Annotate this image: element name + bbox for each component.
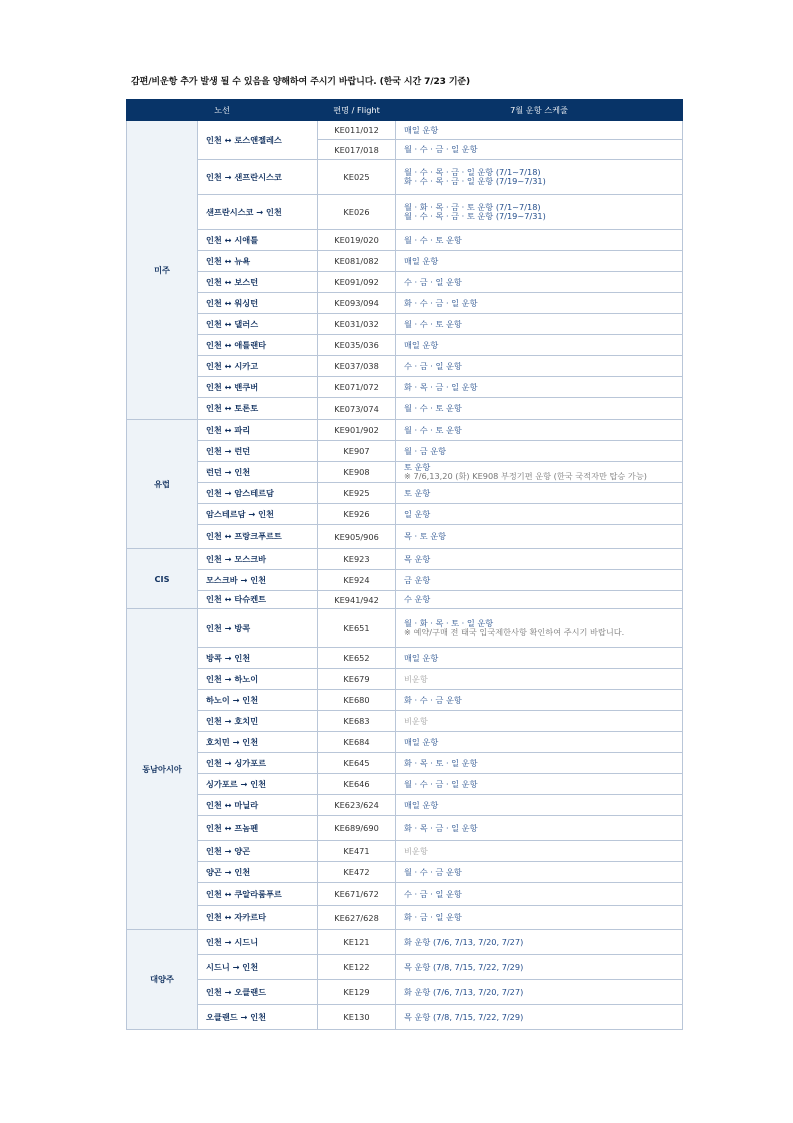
route-cell: 인천 ↔ 밴쿠버	[198, 377, 318, 398]
table-row	[127, 795, 683, 816]
schedule-note: ※ 7/6,13,20 (화) KE908 부정기편 운항 (한국 국적자만 탑승 가능)	[404, 471, 647, 481]
schedule-cell	[396, 293, 683, 314]
route-cell: 방콕 → 인천	[198, 648, 318, 669]
schedule-cell	[396, 570, 683, 591]
flight-number: KE684	[318, 732, 396, 753]
table-row	[127, 732, 683, 753]
schedule-cell	[396, 930, 683, 955]
table-row	[127, 251, 683, 272]
schedule-line: 매일 운항	[404, 339, 439, 350]
route-cell: 인천 ↔ 타슈켄트	[198, 591, 318, 609]
schedule-line: 목 운항	[404, 553, 431, 564]
schedule-note: ※ 예약/구매 전 태국 입국제한사항 확인하여 주시기 바랍니다.	[404, 627, 625, 637]
schedule-cell	[396, 420, 683, 441]
flight-number: KE073/074	[318, 398, 396, 420]
table-row	[127, 272, 683, 293]
table-row	[127, 504, 683, 525]
schedule-line: 화 · 목 · 금 · 일 운항	[404, 822, 478, 833]
schedule-cell	[396, 483, 683, 504]
flight-number: KE091/092	[318, 272, 396, 293]
schedule-line: 월 · 금 운항	[404, 445, 447, 456]
flight-number: KE019/020	[318, 230, 396, 251]
route-cell: 인천 → 샌프란시스코	[198, 160, 318, 195]
flight-number: KE652	[318, 648, 396, 669]
schedule-line: 수 · 금 · 일 운항	[404, 888, 462, 899]
table-row	[127, 293, 683, 314]
schedule-cell	[396, 1005, 683, 1030]
schedule-cell	[396, 398, 683, 420]
flight-number: KE645	[318, 753, 396, 774]
schedule-cell	[396, 669, 683, 690]
table-row	[127, 690, 683, 711]
table-row	[127, 398, 683, 420]
schedule-line: 월 · 수 · 금 · 일 운항	[404, 144, 478, 154]
schedule-cell	[396, 356, 683, 377]
route-cell: 인천 → 런던	[198, 441, 318, 462]
route-cell: 인천 ↔ 파리	[198, 420, 318, 441]
schedule-line: 화 · 금 · 일 운항	[404, 912, 462, 922]
route-cell: 인천 → 방콕	[198, 609, 318, 648]
table-row	[127, 314, 683, 335]
table-row	[127, 711, 683, 732]
schedule-cell	[396, 883, 683, 906]
route-cell: 싱가포르 → 인천	[198, 774, 318, 795]
schedule-line: 화 · 수 · 금 · 일 운항	[404, 297, 478, 308]
table-row	[127, 570, 683, 591]
table-row	[127, 774, 683, 795]
route-cell: 오클랜드 → 인천	[198, 1005, 318, 1030]
flight-number: KE924	[318, 570, 396, 591]
schedule-line: 매일 운항	[404, 736, 439, 747]
header-flight: 편명 / Flight	[318, 100, 396, 121]
route-cell: 샌프란시스코 → 인천	[198, 195, 318, 230]
table-row	[127, 609, 683, 648]
flight-number: KE689/690	[318, 816, 396, 841]
schedule-line: 수 운항	[404, 594, 431, 604]
schedule-cell	[396, 251, 683, 272]
schedule-line: 비운항	[404, 673, 428, 684]
route-cell: 인천 → 양곤	[198, 841, 318, 862]
schedule-table-body	[127, 121, 683, 1030]
flight-number: KE908	[318, 462, 396, 483]
flight-number: KE071/072	[318, 377, 396, 398]
schedule-cell	[396, 462, 683, 483]
route-cell: 인천 ↔ 시카고	[198, 356, 318, 377]
flight-number: KE905/906	[318, 525, 396, 549]
table-row	[127, 420, 683, 441]
table-row	[127, 230, 683, 251]
schedule-cell	[396, 335, 683, 356]
route-cell: 호치민 → 인천	[198, 732, 318, 753]
header-schedule: 7월 운항 스케줄	[396, 100, 683, 121]
schedule-line: 수 · 금 · 일 운항	[404, 276, 462, 287]
flight-number: KE926	[318, 504, 396, 525]
schedule-line: 금 운항	[404, 574, 431, 585]
table-row	[127, 160, 683, 195]
table-row	[127, 462, 683, 483]
flight-number: KE035/036	[318, 335, 396, 356]
schedule-line: 화 · 목 · 토 · 일 운항	[404, 757, 478, 768]
schedule-line: 화 · 수 · 목 · 금 · 일 운항 (7/19~7/31)	[404, 176, 546, 186]
flight-number: KE011/012	[318, 121, 396, 140]
route-cell: 모스크바 → 인천	[198, 570, 318, 591]
flight-number: KE017/018	[318, 140, 396, 160]
schedule-line: 월 · 화 · 목 · 금 · 토 운항 (7/1~7/18)	[404, 202, 541, 212]
schedule-cell	[396, 140, 683, 160]
schedule-cell	[396, 525, 683, 549]
table-row	[127, 121, 683, 140]
schedule-cell	[396, 504, 683, 525]
route-cell: 인천 → 호치민	[198, 711, 318, 732]
schedule-line: 매일 운항	[404, 124, 439, 135]
schedule-cell	[396, 841, 683, 862]
table-row	[127, 753, 683, 774]
table-row	[127, 483, 683, 504]
flight-number: KE925	[318, 483, 396, 504]
region-cell: 유럽	[127, 420, 198, 549]
schedule-line: 매일 운항	[404, 652, 439, 663]
table-row	[127, 525, 683, 549]
flight-number: KE923	[318, 549, 396, 570]
table-row	[127, 1005, 683, 1030]
flight-number: KE683	[318, 711, 396, 732]
schedule-line: 월 · 수 · 목 · 금 · 일 운항 (7/1~7/18)	[404, 167, 541, 177]
schedule-line: 목 운항 (7/8, 7/15, 7/22, 7/29)	[404, 961, 524, 972]
schedule-cell	[396, 121, 683, 140]
flight-number: KE130	[318, 1005, 396, 1030]
route-cell: 인천 ↔ 프랑크푸르트	[198, 525, 318, 549]
schedule-cell	[396, 690, 683, 711]
schedule-cell	[396, 160, 683, 195]
flight-number: KE037/038	[318, 356, 396, 377]
schedule-line: 목 · 토 운항	[404, 531, 447, 541]
table-row	[127, 930, 683, 955]
table-row	[127, 377, 683, 398]
flight-number: KE623/624	[318, 795, 396, 816]
table-row	[127, 906, 683, 930]
schedule-line: 화 · 수 · 금 운항	[404, 694, 462, 705]
table-header-row	[127, 100, 683, 121]
schedule-line: 토 운항	[404, 462, 431, 472]
schedule-line: 월 · 수 · 토 운항	[404, 318, 462, 329]
route-cell: 인천 → 싱가포르	[198, 753, 318, 774]
table-row	[127, 862, 683, 883]
region-cell: 대양주	[127, 930, 198, 1030]
schedule-line: 월 · 화 · 목 · 토 · 일 운항	[404, 618, 494, 628]
schedule-cell	[396, 774, 683, 795]
route-cell: 인천 ↔ 프놈펜	[198, 816, 318, 841]
route-cell: 인천 ↔ 토론토	[198, 398, 318, 420]
route-cell: 인천 → 시드니	[198, 930, 318, 955]
schedule-line: 월 · 수 · 토 운항	[404, 424, 462, 435]
route-cell: 시드니 → 인천	[198, 955, 318, 980]
region-cell: 동남아시아	[127, 609, 198, 930]
schedule-line: 화 운항 (7/6, 7/13, 7/20, 7/27)	[404, 936, 524, 947]
flight-number: KE646	[318, 774, 396, 795]
schedule-cell	[396, 980, 683, 1005]
route-cell: 인천 ↔ 댈러스	[198, 314, 318, 335]
table-row	[127, 841, 683, 862]
route-cell: 인천 ↔ 뉴욕	[198, 251, 318, 272]
region-cell: CIS	[127, 549, 198, 609]
route-cell: 인천 → 오클랜드	[198, 980, 318, 1005]
table-row	[127, 669, 683, 690]
flight-number: KE671/672	[318, 883, 396, 906]
schedule-cell	[396, 272, 683, 293]
schedule-line: 화 · 목 · 금 · 일 운항	[404, 381, 478, 392]
schedule-cell	[396, 195, 683, 230]
schedule-cell	[396, 955, 683, 980]
schedule-line: 수 · 금 · 일 운항	[404, 360, 462, 371]
route-cell: 인천 ↔ 시애틀	[198, 230, 318, 251]
schedule-line: 목 운항 (7/8, 7/15, 7/22, 7/29)	[404, 1011, 524, 1022]
flight-number: KE121	[318, 930, 396, 955]
flight-number: KE031/032	[318, 314, 396, 335]
schedule-line: 월 · 수 · 토 운항	[404, 234, 462, 245]
table-row	[127, 816, 683, 841]
flight-number: KE941/942	[318, 591, 396, 609]
route-cell: 인천 ↔ 자카르타	[198, 906, 318, 930]
route-cell: 인천 ↔ 마닐라	[198, 795, 318, 816]
schedule-cell	[396, 648, 683, 669]
schedule-cell	[396, 609, 683, 648]
table-row	[127, 441, 683, 462]
flight-number: KE472	[318, 862, 396, 883]
flight-number: KE122	[318, 955, 396, 980]
flight-number: KE081/082	[318, 251, 396, 272]
notice-text: 감편/비운항 추가 발생 될 수 있음을 양해하여 주시기 바랍니다. (한국 시간 7/23 기준)	[131, 77, 471, 87]
schedule-line: 일 운항	[404, 508, 431, 519]
schedule-line: 매일 운항	[404, 255, 439, 266]
schedule-line: 매일 운항	[404, 799, 439, 810]
schedule-cell	[396, 862, 683, 883]
table-row	[127, 955, 683, 980]
route-cell: 인천 → 모스크바	[198, 549, 318, 570]
schedule-table	[126, 99, 683, 1030]
route-cell: 인천 ↔ 보스턴	[198, 272, 318, 293]
schedule-line: 월 · 수 · 토 운항	[404, 403, 462, 413]
schedule-line: 비운항	[404, 845, 428, 856]
flight-number: KE651	[318, 609, 396, 648]
schedule-cell	[396, 549, 683, 570]
schedule-cell	[396, 591, 683, 609]
route-cell: 런던 → 인천	[198, 462, 318, 483]
schedule-line: 월 · 수 · 금 · 일 운항	[404, 778, 478, 789]
schedule-cell	[396, 377, 683, 398]
route-cell: 양곤 → 인천	[198, 862, 318, 883]
flight-number: KE679	[318, 669, 396, 690]
route-cell: 인천 ↔ 로스앤젤레스	[198, 121, 318, 160]
header-route: 노선	[127, 100, 318, 121]
route-cell: 암스테르담 → 인천	[198, 504, 318, 525]
schedule-cell	[396, 753, 683, 774]
schedule-line: 화 운항 (7/6, 7/13, 7/20, 7/27)	[404, 986, 524, 997]
table-row	[127, 335, 683, 356]
table-row	[127, 883, 683, 906]
route-cell: 하노이 → 인천	[198, 690, 318, 711]
schedule-cell	[396, 732, 683, 753]
schedule-cell	[396, 906, 683, 930]
schedule-cell	[396, 711, 683, 732]
flight-number: KE025	[318, 160, 396, 195]
schedule-line: 월 · 수 · 금 운항	[404, 866, 462, 877]
schedule-line: 월 · 수 · 목 · 금 · 토 운항 (7/19~7/31)	[404, 211, 546, 221]
region-cell: 미주	[127, 121, 198, 420]
schedule-cell	[396, 816, 683, 841]
route-cell: 인천 → 하노이	[198, 669, 318, 690]
schedule-line: 토 운항	[404, 487, 431, 498]
flight-number: KE901/902	[318, 420, 396, 441]
route-cell: 인천 ↔ 쿠알라룸푸르	[198, 883, 318, 906]
flight-number: KE471	[318, 841, 396, 862]
table-row	[127, 195, 683, 230]
route-cell: 인천 ↔ 워싱턴	[198, 293, 318, 314]
table-row	[127, 549, 683, 570]
route-cell: 인천 → 암스테르담	[198, 483, 318, 504]
table-row	[127, 356, 683, 377]
route-cell: 인천 ↔ 애틀랜타	[198, 335, 318, 356]
flight-number: KE907	[318, 441, 396, 462]
flight-number: KE627/628	[318, 906, 396, 930]
schedule-cell	[396, 441, 683, 462]
schedule-cell	[396, 230, 683, 251]
flight-number: KE129	[318, 980, 396, 1005]
flight-number: KE093/094	[318, 293, 396, 314]
table-row	[127, 591, 683, 609]
table-row	[127, 980, 683, 1005]
table-row	[127, 648, 683, 669]
schedule-cell	[396, 314, 683, 335]
schedule-line: 비운항	[404, 715, 428, 726]
schedule-cell	[396, 795, 683, 816]
flight-number: KE680	[318, 690, 396, 711]
flight-number: KE026	[318, 195, 396, 230]
